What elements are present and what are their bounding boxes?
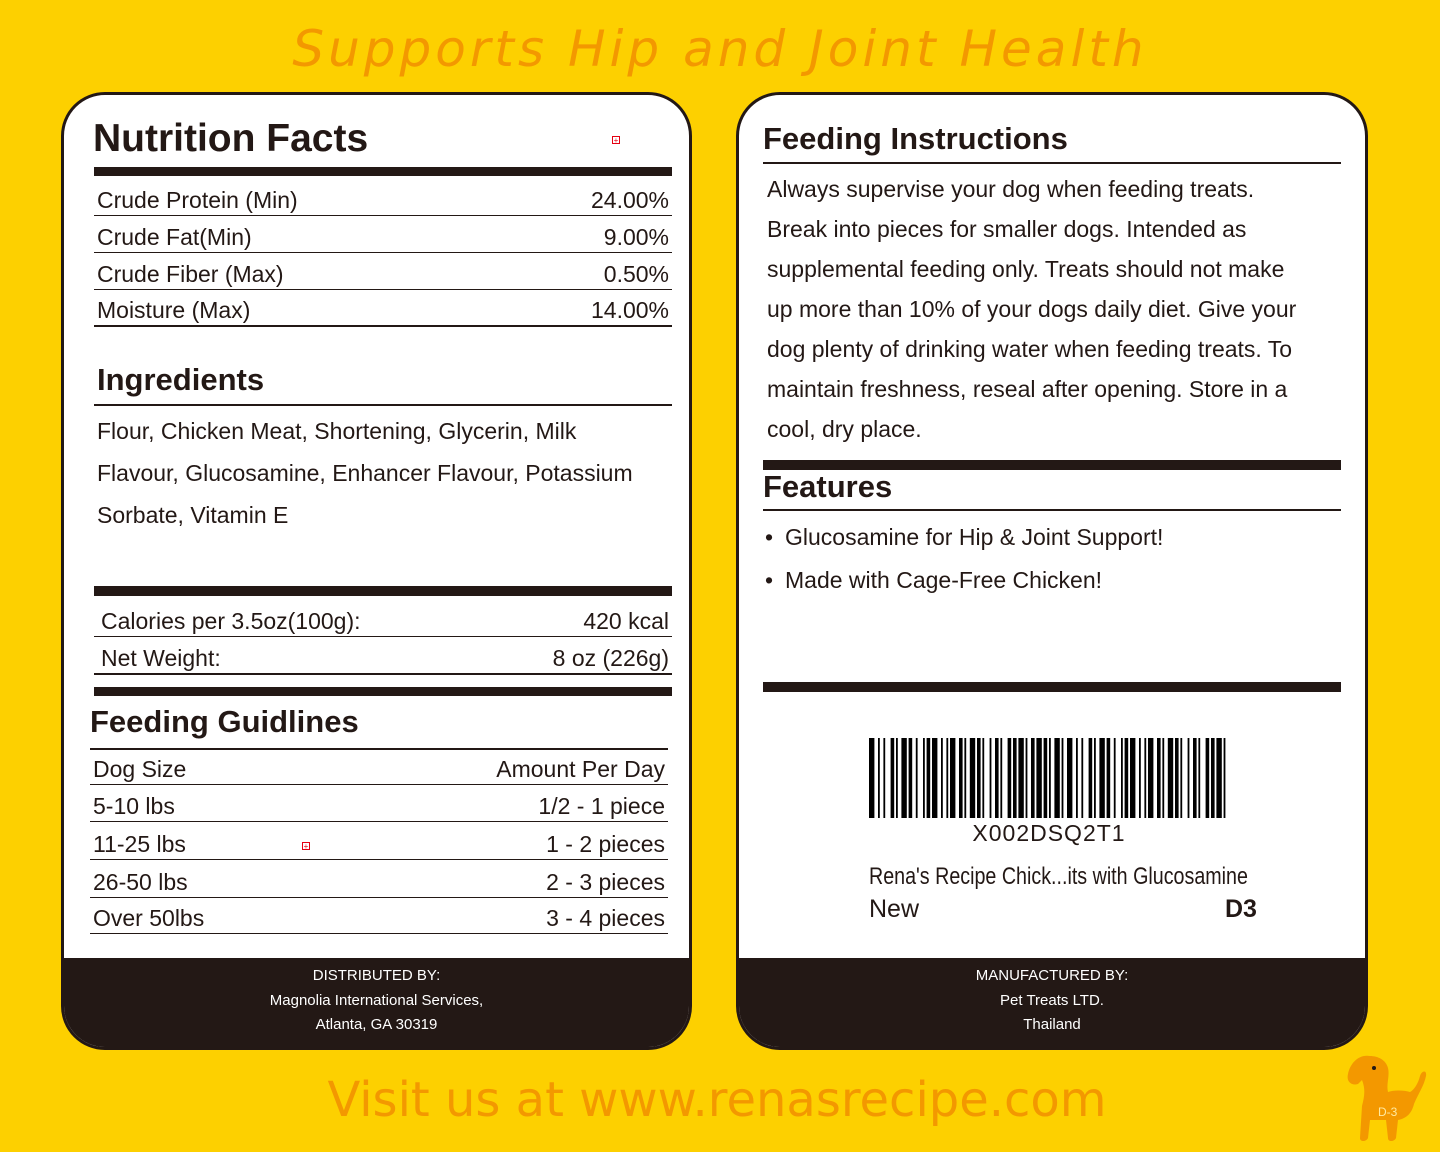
calorie-row: Net Weight: 8 oz (226g) <box>94 637 672 675</box>
nutrition-panel <box>61 92 692 1050</box>
feature-item: • Glucosamine for Hip & Joint Support! <box>765 524 1164 550</box>
nutrition-row: Crude Fiber (Max) 0.50% <box>94 253 672 290</box>
thin-rule <box>94 404 672 406</box>
instructions-text: Always supervise your dog when feeding treats. Break into pieces for smaller dogs. Intended as supplemental feeding only. Treats should not make up more than 10% of your dogs daily diet. Give your dog plenty of drinking water when feeding treats. To maintain freshness, reseal after opening. Store in a cool, dry place. <box>767 176 1297 442</box>
ingredients-text: Flour, Chicken Meat, Shortening, Glycerin, Milk Flavour, Glucosamine, Enhancer Flavour, Potassium Sorbate, Vitamin E <box>97 418 633 528</box>
instructions-title: Feeding Instructions <box>763 121 1068 156</box>
bullet-icon: • <box>765 524 774 550</box>
thick-rule <box>94 586 672 596</box>
condition-label: New <box>869 895 920 923</box>
product-line: Rena's Recipe Chick...its with Glucosamine <box>869 863 1248 890</box>
guidelines-header: Dog Size Amount Per Day <box>90 750 668 785</box>
nutrition-row: Crude Fat(Min) 9.00% <box>94 216 672 253</box>
guidelines-row: Over 50lbs 3 - 4 pieces <box>90 898 668 934</box>
manufacturer-footer: MANUFACTURED BY: Pet Treats LTD. Thailand <box>739 958 1365 1047</box>
nutrition-row: Moisture (Max) 14.00% <box>94 290 672 327</box>
placement-mark-icon: + <box>303 842 309 851</box>
website-url[interactable]: Visit us at www.renasrecipe.com <box>327 1072 1107 1128</box>
feature-item: • Made with Cage-Free Chicken! <box>765 567 1103 593</box>
distributor-footer: DISTRIBUTED BY: Magnolia International Services, Atlanta, GA 30319 <box>64 958 689 1047</box>
nutrition-row: Crude Protein (Min) 24.00% <box>94 180 672 216</box>
guidelines-title: Feeding Guidlines <box>90 704 359 739</box>
calorie-row: Calories per 3.5oz(100g): 420 kcal <box>94 601 672 637</box>
nutrition-title: Nutrition Facts <box>93 117 369 160</box>
placement-mark-icon: + <box>613 136 619 145</box>
thick-rule <box>94 687 672 696</box>
barcode-id: X002DSQ2T1 <box>972 820 1126 846</box>
svg-text:D-3: D-3 <box>1378 1105 1398 1119</box>
thick-rule <box>94 167 672 176</box>
thin-rule <box>763 162 1341 164</box>
guidelines-row: 5-10 lbs 1/2 - 1 piece <box>90 785 668 822</box>
product-code: D3 <box>1225 895 1257 923</box>
thick-rule <box>763 682 1341 692</box>
bullet-icon: • <box>765 567 774 593</box>
headline: Supports Hip and Joint Health <box>292 20 1148 78</box>
instructions-panel <box>736 92 1368 1050</box>
dog-logo-icon <box>1340 1046 1434 1146</box>
guidelines-row: 11-25 lbs 1 - 2 pieces <box>90 822 668 860</box>
barcode <box>869 738 1229 818</box>
ingredients-title: Ingredients <box>97 362 265 397</box>
guidelines-row: 26-50 lbs 2 - 3 pieces <box>90 860 668 898</box>
features-title: Features <box>763 469 893 504</box>
thin-rule <box>763 509 1341 511</box>
